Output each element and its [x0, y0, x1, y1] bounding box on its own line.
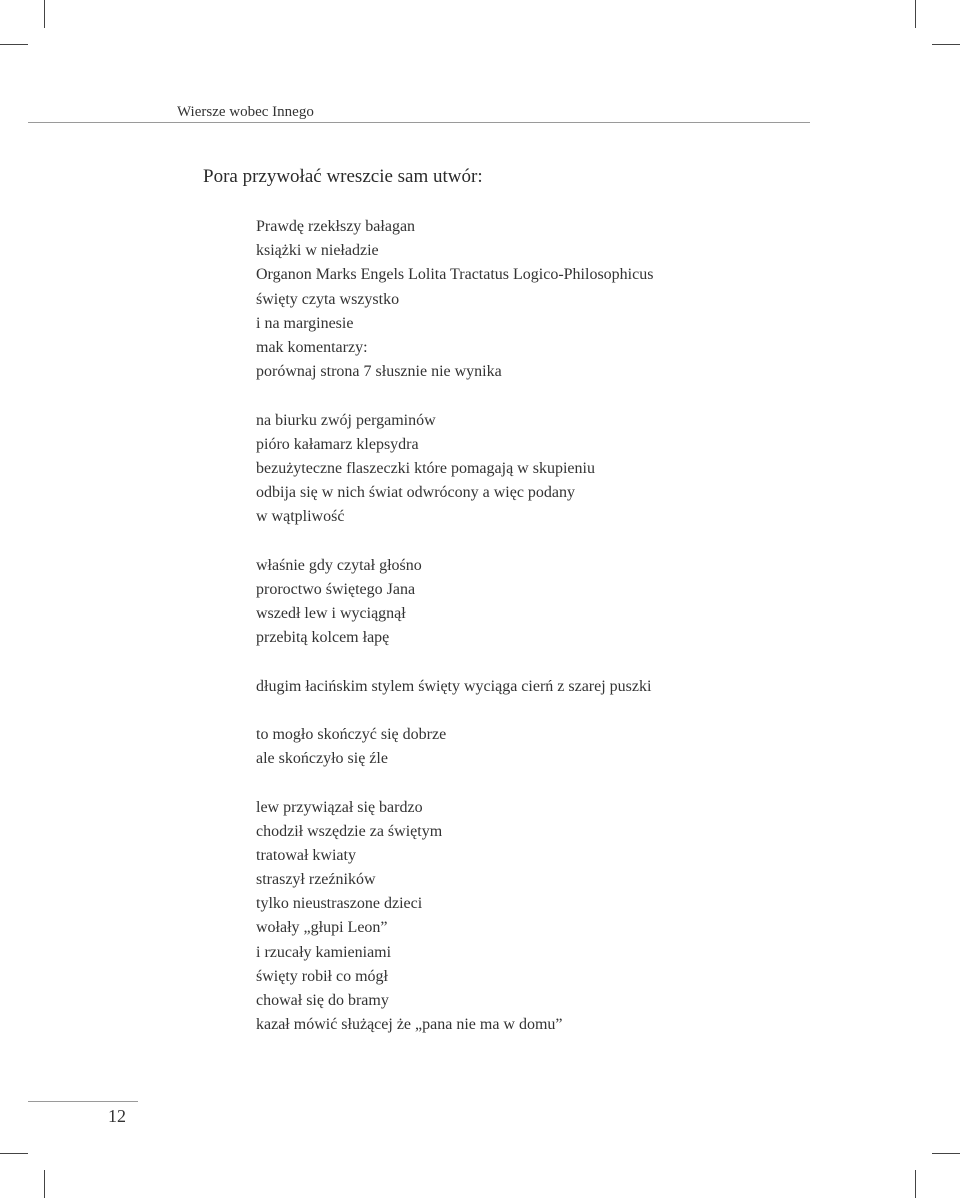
poem-line: długim łacińskim stylem święty wyciąga cierń z szarej puszki: [256, 677, 652, 695]
footer-rule: [28, 1101, 138, 1102]
poem-line: to mogło skończyć się dobrze: [256, 725, 447, 743]
stanza-1: [256, 215, 856, 384]
crop-mark-bottom-right-vertical: [915, 1170, 916, 1198]
stanza-3: [256, 554, 856, 651]
poem-line: porównaj strona 7 słusznie nie wynika: [256, 363, 502, 381]
stanza-2: [256, 409, 856, 530]
header-rule: [28, 122, 810, 123]
poem-line: na biurku zwój pergaminów: [256, 411, 436, 429]
crop-mark-top-left-horizontal: [0, 44, 28, 45]
poem-line: pióro kałamarz klepsydra: [256, 435, 419, 453]
crop-mark-bottom-left-vertical: [44, 1170, 45, 1198]
poem-line: Organon Marks Engels Lolita Tractatus Logico-Philosophicus: [256, 266, 654, 284]
poem-line: wołały „głupi Leon”: [256, 919, 388, 937]
poem-line: wszedł lew i wyciągnął: [256, 605, 406, 622]
poem-line: bezużyteczne flaszeczki które pomagają w skupieniu: [256, 459, 595, 477]
intro-sentence: Pora przywołać wreszcie sam utwór:: [203, 166, 483, 187]
poem-line: proroctwo świętego Jana: [256, 580, 416, 598]
poem-line: ale skończyło się źle: [256, 750, 388, 768]
poem-line: mak komentarzy:: [256, 338, 368, 356]
poem-line: święty robił co mógł: [256, 967, 388, 985]
crop-mark-top-right-horizontal: [932, 44, 960, 45]
stanza-6: [256, 796, 856, 1038]
crop-mark-bottom-right-horizontal: [932, 1153, 960, 1154]
poem-line: lew przywiązał się bardzo: [256, 798, 423, 816]
crop-mark-bottom-left-horizontal: [0, 1153, 28, 1154]
crop-mark-top-left-vertical: [44, 0, 45, 28]
page-number: 12: [108, 1106, 126, 1126]
poem-line: i na marginesie: [256, 314, 354, 332]
poem-line: tratował kwiaty: [256, 846, 356, 864]
poem-line: straszył rzeźników: [256, 871, 376, 889]
stanza-5: [256, 723, 856, 771]
running-head: Wiersze wobec Innego: [177, 104, 314, 120]
stanza-4: [256, 675, 856, 699]
poem-line: odbija się w nich świat odwrócony a więc podany: [256, 484, 576, 502]
poem-line: chował się do bramy: [256, 992, 389, 1009]
poem-line: kazał mówić służącej że „pana nie ma w domu”: [256, 1016, 563, 1034]
poem-line: książki w nieładzie: [256, 242, 379, 260]
poem: [256, 215, 856, 1062]
poem-line: w wątpliwość: [256, 508, 345, 526]
poem-line: chodził wszędzie za świętym: [256, 822, 443, 840]
poem-line: i rzucały kamieniami: [256, 943, 392, 961]
poem-line: Prawdę rzekłszy bałagan: [256, 218, 416, 235]
poem-line: tylko nieustraszone dzieci: [256, 895, 423, 913]
poem-line: przebitą kolcem łapę: [256, 629, 390, 647]
poem-line: właśnie gdy czytał głośno: [256, 556, 422, 574]
crop-mark-top-right-vertical: [915, 0, 916, 28]
poem-line: święty czyta wszystko: [256, 290, 400, 308]
